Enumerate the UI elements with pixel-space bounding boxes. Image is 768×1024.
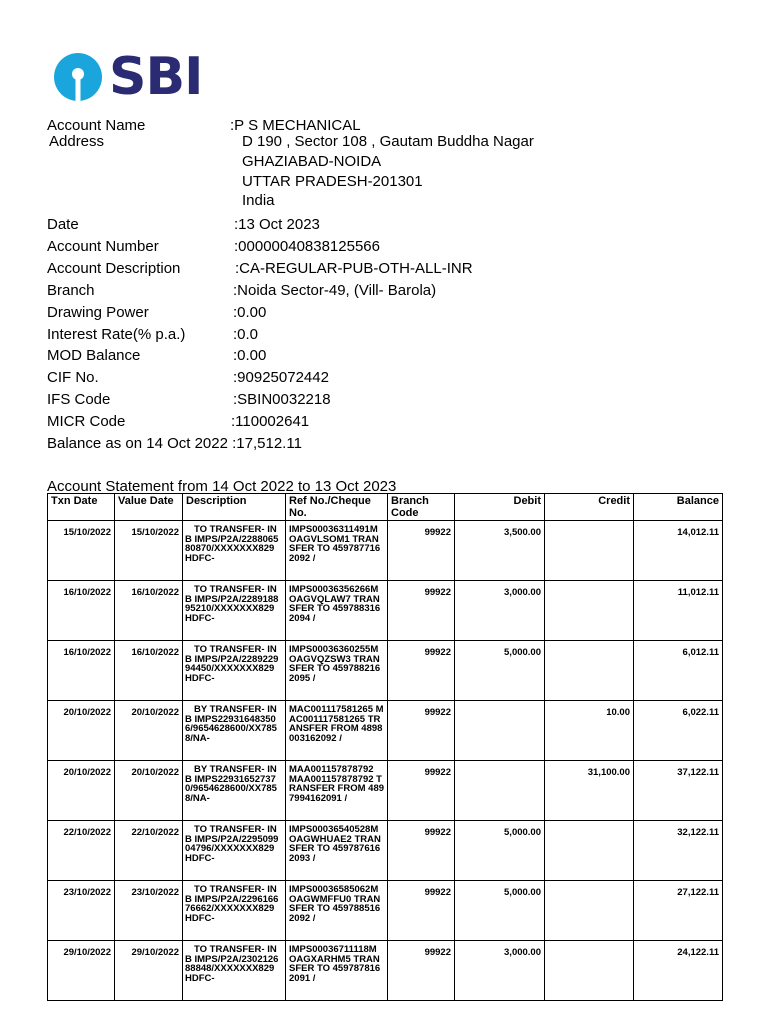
col-header-value-date: Value Date — [115, 494, 183, 521]
branch-code-cell: 99922 — [388, 641, 455, 701]
branch-code-cell: 99922 — [388, 581, 455, 641]
txn-date-cell: 16/10/2022 — [48, 581, 115, 641]
description-cell — [183, 641, 286, 701]
credit-cell — [545, 881, 634, 941]
ref-cell: IMPS00036360255MOAGVQZSW3 TRANSFER TO 4597882162095 / — [286, 641, 388, 701]
ref-cell: IMPS00036311491MOAGVLSOM1 TRANSFER TO 4597877162092 / — [286, 521, 388, 581]
date-label: Date — [47, 216, 79, 233]
credit-cell — [545, 821, 634, 881]
value-date-cell: 22/10/2022 — [115, 821, 183, 881]
col-header-credit: Credit — [545, 494, 634, 521]
balance-cell: 32,122.11 — [634, 821, 723, 881]
txn-date-cell: 15/10/2022 — [48, 521, 115, 581]
debit-cell: 5,000.00 — [455, 821, 545, 881]
ref-cell: IMPS00036711118MOAGXARHM5 TRANSFER TO 4597878162091 / — [286, 941, 388, 1001]
balance-cell: 27,122.11 — [634, 881, 723, 941]
col-header-branch-code: Branch Code — [388, 494, 455, 521]
value-date-cell: 20/10/2022 — [115, 701, 183, 761]
txn-date-cell: 29/10/2022 — [48, 941, 115, 1001]
description-cell — [183, 881, 286, 941]
address-line-3: UTTAR PRADESH-201301 — [242, 173, 423, 190]
address-line-2: GHAZIABAD-NOIDA — [242, 153, 382, 170]
value-date-cell: 16/10/2022 — [115, 641, 183, 701]
col-header-balance: Balance — [634, 494, 723, 521]
balance-cell: 6,022.11 — [634, 701, 723, 761]
description-detail: INB IMPS/P2A/228918895210/XXXXXXX829 HDFC- — [185, 584, 279, 624]
table-row — [48, 881, 723, 941]
description-cell — [183, 521, 286, 581]
table-row — [48, 761, 723, 821]
ref-cell: MAA001157878792 MAA001157878792 TRANSFER FROM 4897994162091 / — [286, 761, 388, 821]
txn-date-cell: 23/10/2022 — [48, 881, 115, 941]
table-row — [48, 521, 723, 581]
credit-cell — [545, 941, 634, 1001]
txn-date-cell: 20/10/2022 — [48, 701, 115, 761]
ref-cell: IMPS00036585062MOAGWMFFU0 TRANSFER TO 4597885162092 / — [286, 881, 388, 941]
balance-cell: 6,012.11 — [634, 641, 723, 701]
balance-cell: 37,122.11 — [634, 761, 723, 821]
description-type: TO TRANSFER- — [194, 884, 265, 895]
cif-label: CIF No. — [47, 369, 99, 386]
credit-cell: 31,100.00 — [545, 761, 634, 821]
mod-balance-label: MOD Balance — [47, 347, 141, 364]
interest-rate-value: :0.0 — [233, 326, 259, 343]
balance-cell: 24,122.11 — [634, 941, 723, 1001]
description-detail: INB IMPS/P2A/229616676662/XXXXXXX829 HDFC- — [185, 884, 279, 924]
branch-code-cell: 99922 — [388, 761, 455, 821]
account-name-value: :P S MECHANICAL — [230, 117, 361, 134]
col-header-ref-no: Ref No./Cheque No. — [286, 494, 388, 521]
value-date-cell: 20/10/2022 — [115, 761, 183, 821]
description-type: BY TRANSFER- — [194, 704, 265, 715]
branch-code-cell: 99922 — [388, 821, 455, 881]
statement-heading: Account Statement from 14 Oct 2022 to 13 Oct 2023 — [47, 478, 397, 495]
description-type: TO TRANSFER- — [194, 644, 265, 655]
balance-cell: 11,012.11 — [634, 581, 723, 641]
table-row — [48, 821, 723, 881]
ref-cell: IMPS00036540528MOAGWHUAE2 TRANSFER TO 4597876162093 / — [286, 821, 388, 881]
mod-balance-value: :0.00 — [233, 347, 267, 364]
description-type: TO TRANSFER- — [194, 944, 265, 955]
transactions-table — [47, 493, 723, 1001]
branch-label: Branch — [47, 282, 95, 299]
txn-date-cell: 16/10/2022 — [48, 641, 115, 701]
description-type: TO TRANSFER- — [194, 584, 265, 595]
interest-rate-label: Interest Rate(% p.a.) — [47, 326, 186, 343]
ifs-label: IFS Code — [47, 391, 111, 408]
ref-cell: IMPS00036356266MOAGVQLAW7 TRANSFER TO 4597883162094 / — [286, 581, 388, 641]
description-cell — [183, 941, 286, 1001]
account-name-label: Account Name — [47, 117, 146, 134]
description-type: TO TRANSFER- — [194, 824, 265, 835]
description-cell — [183, 821, 286, 881]
col-header-debit: Debit — [455, 494, 545, 521]
col-header-description: Description — [183, 494, 286, 521]
opening-balance-row — [47, 435, 302, 453]
logo-text: SBI — [109, 47, 203, 107]
ref-cell: MAC001117581265 MAC001117581265 TRANSFER FROM 4898003162092 / — [286, 701, 388, 761]
drawing-power-value: :0.00 — [233, 304, 267, 321]
address-line-1: D 190 , Sector 108 , Gautam Buddha Nagar — [242, 133, 534, 150]
branch-code-cell: 99922 — [388, 941, 455, 1001]
credit-cell: 10.00 — [545, 701, 634, 761]
drawing-power-label: Drawing Power — [47, 304, 149, 321]
value-date-cell: 29/10/2022 — [115, 941, 183, 1001]
debit-cell: 3,000.00 — [455, 941, 545, 1001]
description-type: BY TRANSFER- — [194, 764, 265, 775]
sbi-keyhole-logo-icon — [54, 53, 102, 101]
balance-cell: 14,012.11 — [634, 521, 723, 581]
account-description-label: Account Description — [47, 260, 181, 277]
value-date-cell: 16/10/2022 — [115, 581, 183, 641]
branch-code-cell: 99922 — [388, 701, 455, 761]
address-label: Address — [49, 133, 105, 150]
description-cell — [183, 701, 286, 761]
account-description-value: :CA-REGULAR-PUB-OTH-ALL-INR — [235, 260, 473, 277]
description-cell — [183, 581, 286, 641]
debit-cell: 3,500.00 — [455, 521, 545, 581]
debit-cell — [455, 701, 545, 761]
description-detail: INB IMPS229316483506/9654628600/XX7858/NA- — [185, 704, 277, 744]
opening-balance-label: Balance as on 14 Oct 2022 — [47, 435, 228, 452]
debit-cell: 5,000.00 — [455, 881, 545, 941]
address-line-4: India — [242, 192, 275, 209]
micr-value: :110002641 — [231, 413, 310, 430]
description-type: TO TRANSFER- — [194, 524, 265, 535]
table-row — [48, 581, 723, 641]
debit-cell: 3,000.00 — [455, 581, 545, 641]
sbi-logo — [54, 47, 203, 107]
credit-cell — [545, 641, 634, 701]
branch-value: :Noida Sector-49, (Vill- Barola) — [233, 282, 437, 299]
date-value: :13 Oct 2023 — [234, 216, 320, 233]
branch-code-cell: 99922 — [388, 881, 455, 941]
description-detail: INB IMPS/P2A/228922994450/XXXXXXX829 HDFC- — [185, 644, 279, 684]
micr-label: MICR Code — [47, 413, 126, 430]
description-detail: INB IMPS229316527370/9654628600/XX7858/NA- — [185, 764, 277, 804]
opening-balance-value: :17,512.11 — [232, 435, 302, 452]
credit-cell — [545, 521, 634, 581]
debit-cell — [455, 761, 545, 821]
txn-date-cell: 20/10/2022 — [48, 761, 115, 821]
credit-cell — [545, 581, 634, 641]
description-detail: INB IMPS/P2A/228806580870/XXXXXXX829 HDFC- — [185, 524, 279, 564]
table-row — [48, 701, 723, 761]
table-row — [48, 641, 723, 701]
description-detail: INB IMPS/P2A/229509904796/XXXXXXX829 HDFC- — [185, 824, 279, 864]
account-number-label: Account Number — [47, 238, 159, 255]
col-header-txn-date: Txn Date — [48, 494, 115, 521]
value-date-cell: 15/10/2022 — [115, 521, 183, 581]
description-cell — [183, 761, 286, 821]
txn-date-cell: 22/10/2022 — [48, 821, 115, 881]
value-date-cell: 23/10/2022 — [115, 881, 183, 941]
debit-cell: 5,000.00 — [455, 641, 545, 701]
cif-value: :90925072442 — [233, 369, 329, 386]
account-number-value: :00000040838125566 — [234, 238, 380, 255]
table-header-row — [48, 494, 723, 521]
description-detail: INB IMPS/P2A/230212688848/XXXXXXX829 HDFC- — [185, 944, 279, 984]
table-row — [48, 941, 723, 1001]
ifs-value: :SBIN0032218 — [233, 391, 331, 408]
branch-code-cell: 99922 — [388, 521, 455, 581]
